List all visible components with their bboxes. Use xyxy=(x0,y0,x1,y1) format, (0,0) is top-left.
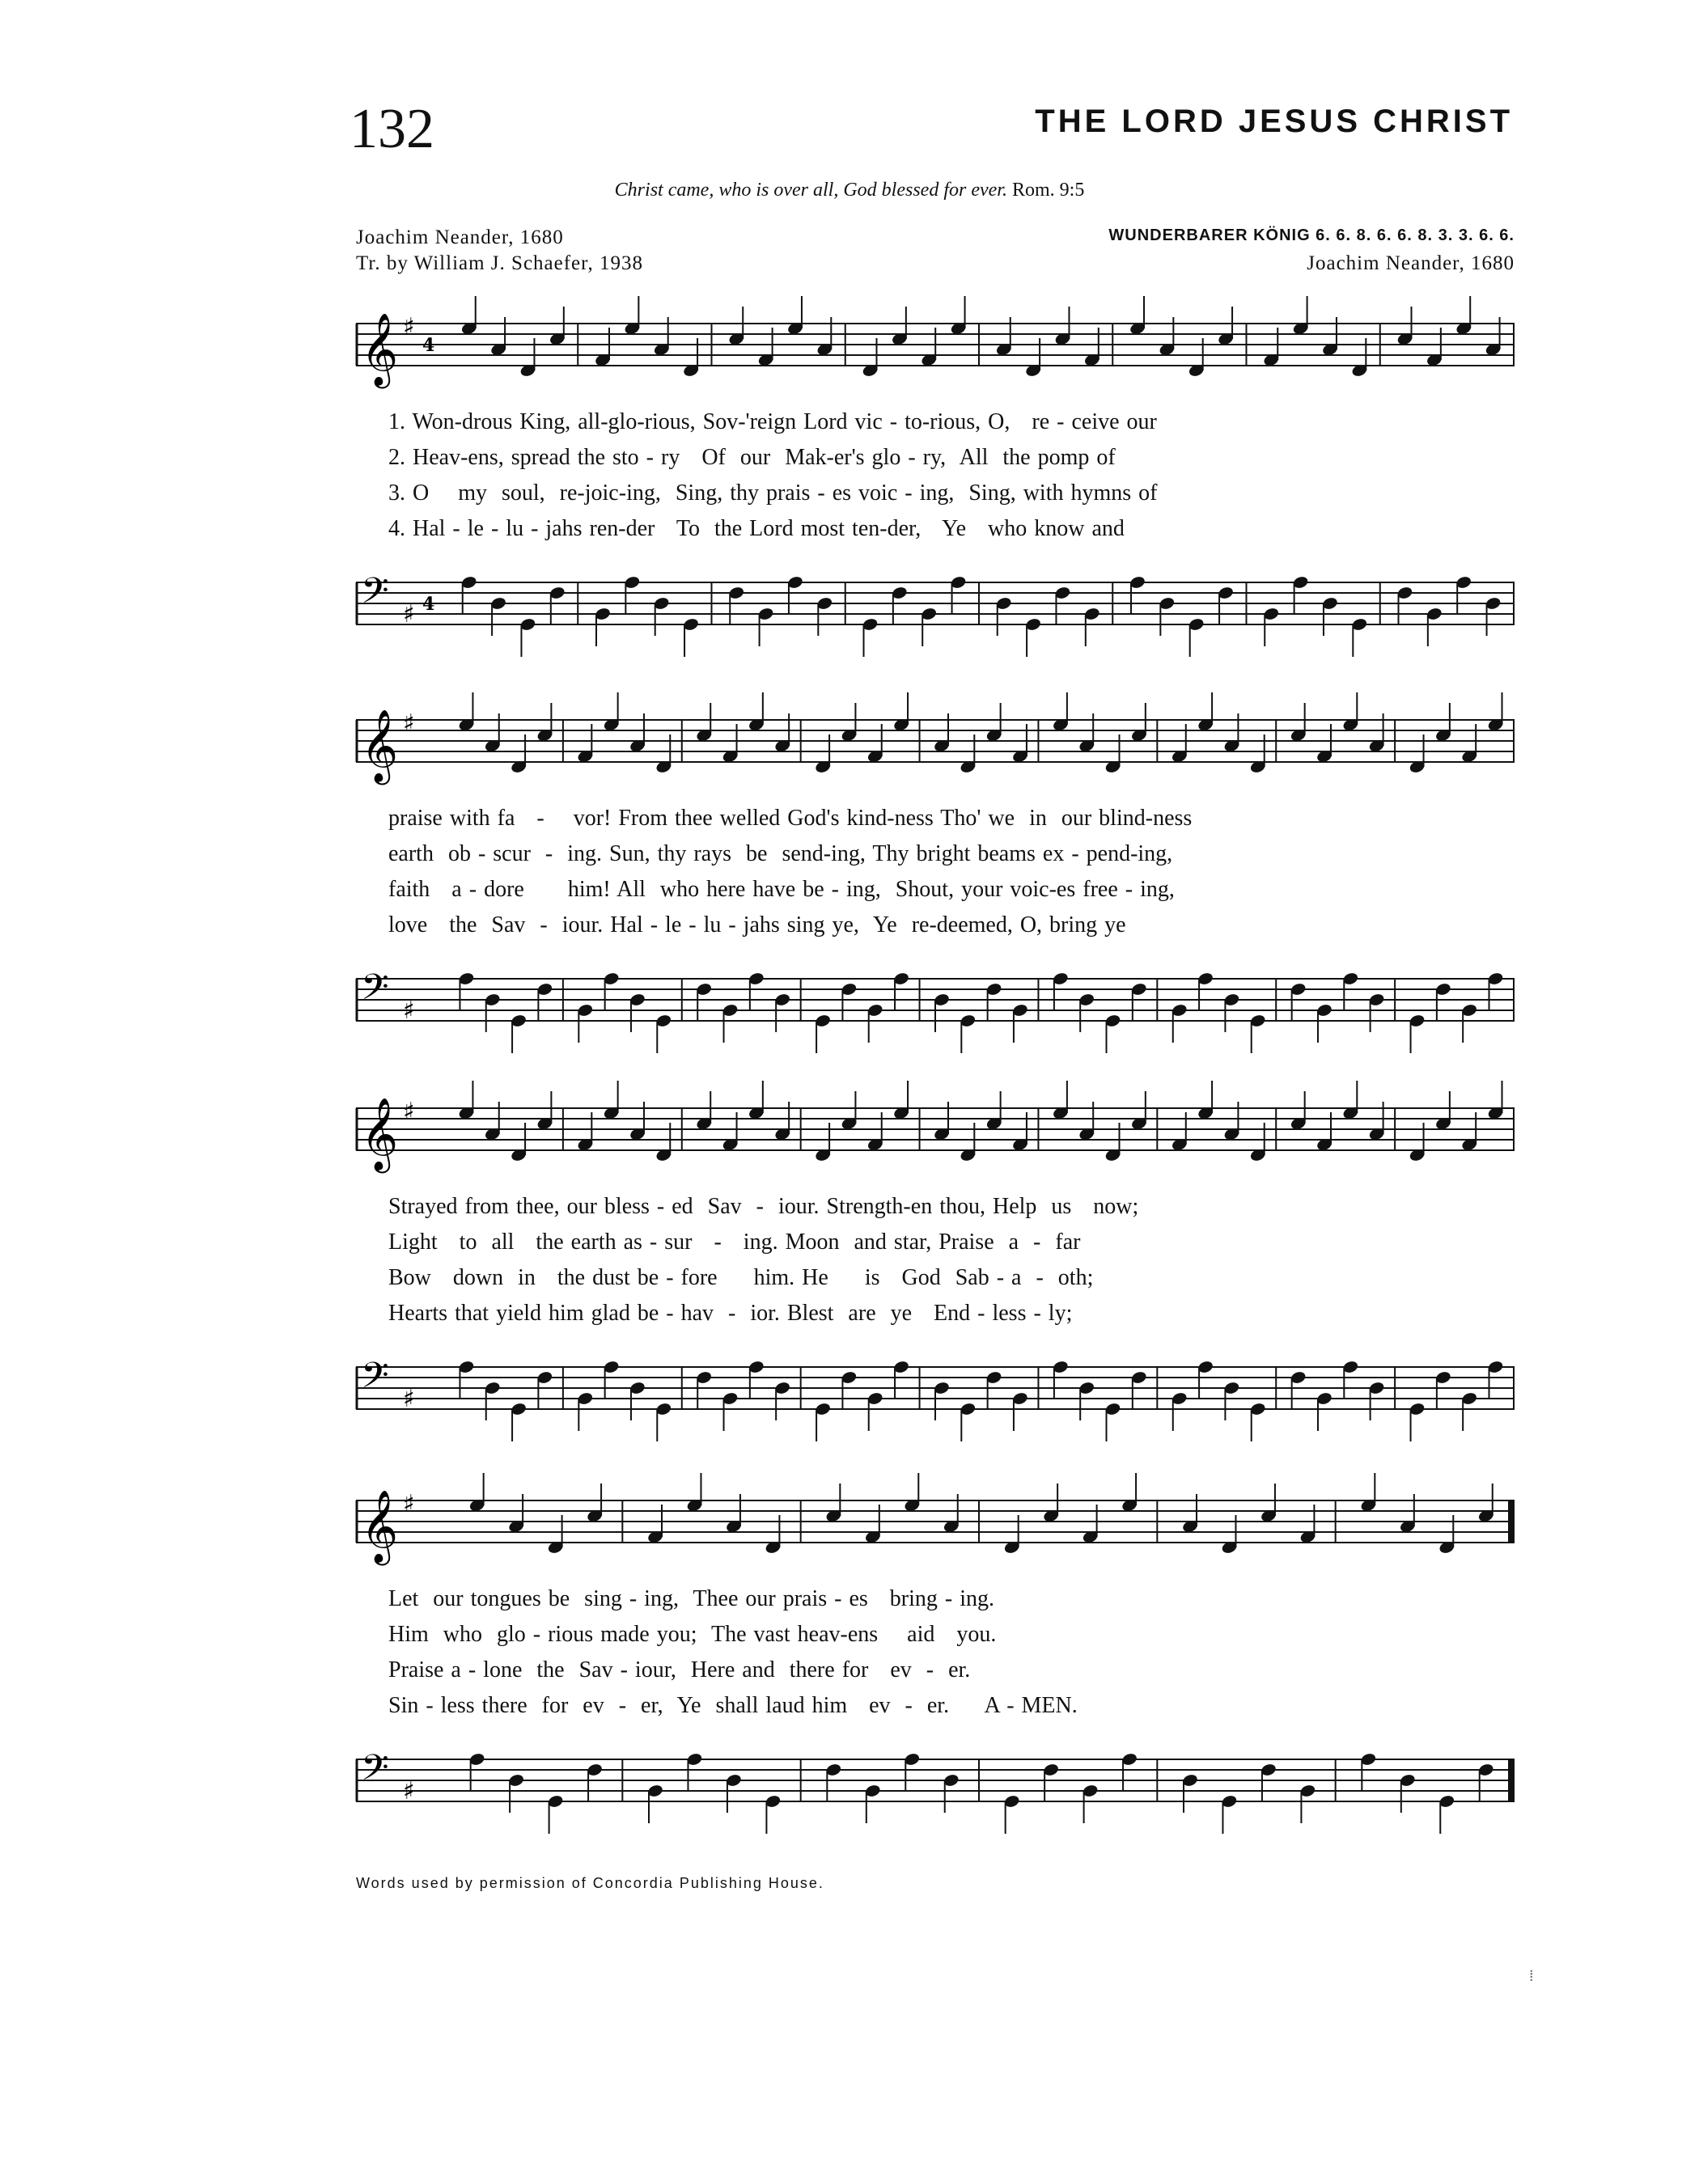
staff-graphic xyxy=(356,1351,1515,1441)
tune-meter-credit: WUNDERBARER KÖNIG 6. 6. 8. 6. 6. 8. 3. 3. 6. 6. xyxy=(1108,226,1515,244)
bass-clef-icon: 𝄢 xyxy=(361,966,389,1017)
time-signature: 4 xyxy=(422,594,435,615)
treble-staff xyxy=(356,1092,1515,1183)
staff-graphic xyxy=(356,1743,1515,1834)
lyric-line-verse-2: 2. Heav-ens, spread the sto - ry Of our Mak-er's glo - ry, All the pomp of xyxy=(388,445,1116,470)
sharp-icon: ♯ xyxy=(403,1098,415,1126)
sharp-icon: ♯ xyxy=(403,1490,415,1518)
lyric-line-verse-3: Praise a - lone the Sav - iour, Here and there for ev - er. xyxy=(388,1657,971,1682)
lyric-line-verse-1: Strayed from thee, our bless - ed Sav - iour. Strength-en thou, Help us now; xyxy=(388,1194,1139,1219)
lyric-line-verse-1: Let our tongues be sing - ing, Thee our prais - es bring - ing. xyxy=(388,1586,995,1611)
bass-staff xyxy=(356,1743,1515,1834)
lyrics-block xyxy=(388,1581,1521,1724)
scripture-quote: Christ came, who is over all, God blessed for ever. xyxy=(614,180,1007,201)
lyric-line-verse-2: Light to all the earth as - sur - ing. Moon and star, Praise a - far xyxy=(388,1230,1081,1255)
treble-staff xyxy=(356,307,1515,398)
scripture-reference: Rom. 9:5 xyxy=(1011,180,1085,201)
lyric-line-verse-3: 3. O my soul, re-joic-ing, Sing, thy prais - es voic - ing, Sing, with hymns of xyxy=(388,480,1158,506)
sharp-icon: ♯ xyxy=(403,997,415,1025)
bass-staff xyxy=(356,1351,1515,1441)
lyric-line-verse-3: faith a - dore him! All who here have be - ing, Shout, your voic-es free - ing, xyxy=(388,877,1175,902)
bass-clef-icon: 𝄢 xyxy=(361,1354,389,1405)
treble-clef-icon: 𝄞 xyxy=(361,313,399,386)
treble-staff xyxy=(356,1484,1515,1575)
bass-staff xyxy=(356,566,1515,657)
staff-graphic xyxy=(356,566,1515,657)
translator-credit: Tr. by William J. Schaefer, 1938 xyxy=(356,252,643,274)
lyrics-block xyxy=(388,404,1521,547)
staff-graphic xyxy=(356,307,1515,398)
music-author-credit: Joachim Neander, 1680 xyxy=(1307,252,1515,274)
words-author-credit: Joachim Neander, 1680 xyxy=(356,226,564,248)
lyric-line-verse-4: 4. Hal - le - lu - jahs ren-der To the Lord most ten-der, Ye who know and xyxy=(388,516,1125,541)
lyrics-block xyxy=(388,801,1521,943)
staff-graphic xyxy=(356,1092,1515,1183)
lyric-line-verse-2: Him who glo - rious made you; The vast heav-ens aid you. xyxy=(388,1622,997,1647)
treble-clef-icon: 𝄞 xyxy=(361,1490,399,1563)
lyric-line-verse-4: love the Sav - iour. Hal - le - lu - jahs sing ye, Ye re-deemed, O, bring ye xyxy=(388,912,1126,938)
staff-graphic xyxy=(356,704,1515,794)
section-title: THE LORD JESUS CHRIST xyxy=(1035,104,1513,139)
treble-clef-icon: 𝄞 xyxy=(361,1098,399,1170)
hymn-number: 132 xyxy=(350,98,434,160)
lyric-line-verse-1: 1. Won-drous King, all-glo-rious, Sov-'reign Lord vic - to-rious, O, re - ceive our xyxy=(388,409,1157,434)
lyric-line-verse-1: praise with fa - vor! From thee welled God's kind-ness Tho' we in our blind-ness xyxy=(388,806,1193,831)
margin-mark: ⁞ xyxy=(1529,1967,1534,1985)
sharp-icon: ♯ xyxy=(403,600,415,629)
bass-clef-icon: 𝄢 xyxy=(361,569,389,620)
sharp-icon: ♯ xyxy=(403,1777,415,1805)
lyric-line-verse-4: Hearts that yield him glad be - hav - ior. Blest are ye End - less - ly; xyxy=(388,1301,1073,1326)
sharp-icon: ♯ xyxy=(403,709,415,738)
sharp-icon: ♯ xyxy=(403,313,415,341)
time-signature: 4 xyxy=(422,335,435,356)
staff-graphic xyxy=(356,1484,1515,1575)
lyric-line-verse-2: earth ob - scur - ing. Sun, thy rays be send-ing, Thy bright beams ex - pend-ing, xyxy=(388,841,1173,866)
bass-staff xyxy=(356,963,1515,1053)
lyrics-block xyxy=(388,1189,1521,1331)
final-barline xyxy=(1508,1759,1515,1801)
scripture-line xyxy=(0,180,1699,201)
sharp-icon: ♯ xyxy=(403,1385,415,1413)
permission-note: Words used by permission of Concordia Publishing House. xyxy=(356,1875,824,1891)
treble-staff xyxy=(356,704,1515,794)
lyric-line-verse-3: Bow down in the dust be - fore him. He is God Sab - a - oth; xyxy=(388,1265,1094,1290)
treble-clef-icon: 𝄞 xyxy=(361,709,399,782)
bass-clef-icon: 𝄢 xyxy=(361,1746,389,1797)
lyric-line-verse-4: Sin - less there for ev - er, Ye shall laud him ev - er. A - MEN. xyxy=(388,1693,1078,1718)
staff-graphic xyxy=(356,963,1515,1053)
final-barline xyxy=(1508,1500,1515,1543)
